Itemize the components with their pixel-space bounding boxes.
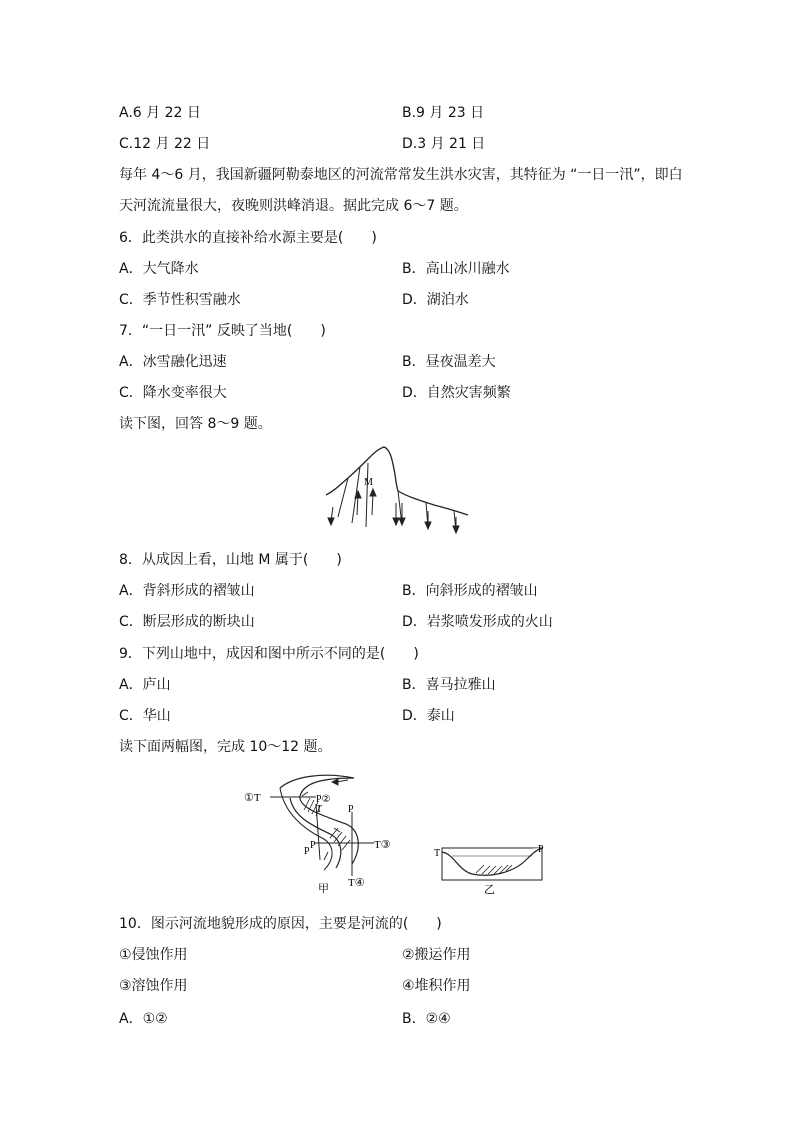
q10-item-4: ④堆积作用 [402, 978, 471, 994]
label-t3: T③ [374, 839, 391, 851]
q6-option-b: B．高山冰川融水 [402, 261, 510, 277]
q8-option-d: D．岩浆喷发形成的火山 [402, 614, 553, 630]
q10-option-a: A．①② [119, 1011, 168, 1027]
label-p-lower: P [304, 846, 310, 857]
q9-stem: 9．下列山地中，成因和图中所示不同的是( ) [119, 646, 419, 662]
q9-option-d: D．泰山 [402, 708, 455, 724]
q10-item-1: ①侵蚀作用 [119, 947, 188, 963]
q5-option-a: A.6 月 22 日 [119, 105, 201, 121]
q9-option-a: A．庐山 [119, 677, 171, 693]
q8-option-b: B．向斜形成的褶皱山 [402, 583, 538, 599]
q5-option-b: B.9 月 23 日 [402, 105, 485, 121]
label-jia: 甲 [318, 883, 329, 895]
intro-fig1: 读下图，回答 8～9 题。 [119, 416, 272, 432]
q6-option-c: C．季节性积雪融水 [119, 292, 241, 308]
q6-option-d: D．湖泊水 [402, 292, 469, 308]
q10-item-3: ③溶蚀作用 [119, 978, 188, 994]
label-t4: T④ [348, 877, 365, 889]
q9-option-b: B．喜马拉雅山 [402, 677, 496, 693]
passage-line-1: 每年 4～6 月，我国新疆阿勒泰地区的河流常常发生洪水灾害，其特征为 “一日一汛”，即白 [119, 167, 683, 183]
q7-stem: 7．“一日一汛” 反映了当地( ) [119, 323, 326, 339]
fault-mountain-figure [322, 445, 472, 535]
q7-option-b: B．昼夜温差大 [402, 354, 496, 370]
q8-option-a: A．背斜形成的褶皱山 [119, 583, 255, 599]
label-p2: P② [316, 794, 331, 805]
label-p-top: P [348, 804, 354, 815]
q7-option-c: C．降水变率很大 [119, 385, 227, 401]
label-t-mid: T [316, 804, 323, 815]
q10-option-b: B．②④ [402, 1011, 451, 1027]
q5-option-d: D.3 月 21 日 [402, 136, 486, 152]
label-m: M [364, 477, 373, 488]
q7-option-d: D．自然灾害频繁 [402, 385, 511, 401]
q10-stem: 10．图示河流地貌形成的原因，主要是河流的( ) [119, 916, 442, 932]
label-p-left: P [310, 840, 316, 851]
q6-stem: 6．此类洪水的直接补给水源主要是( ) [119, 230, 377, 246]
q9-option-c: C．华山 [119, 708, 171, 724]
q8-option-c: C．断层形成的断块山 [119, 614, 255, 630]
q10-item-2: ②搬运作用 [402, 947, 471, 963]
q6-option-a: A．大气降水 [119, 261, 199, 277]
q5-option-c: C.12 月 22 日 [119, 136, 211, 152]
river-section-figure-yi [432, 840, 552, 896]
passage-line-2: 天河流流量很大，夜晚则洪峰消退。据此完成 6～7 题。 [119, 198, 468, 214]
q7-option-a: A．冰雪融化迅速 [119, 354, 227, 370]
label-p-yi: P [538, 844, 544, 855]
label-yi: 乙 [484, 884, 495, 896]
label-t1: ①T [244, 792, 261, 804]
intro-fig2: 读下面两幅图，完成 10～12 题。 [119, 739, 332, 755]
label-t-yi: T [434, 848, 441, 859]
river-plan-figure-jia [244, 768, 404, 898]
q8-stem: 8．从成因上看，山地 M 属于( ) [119, 552, 342, 568]
